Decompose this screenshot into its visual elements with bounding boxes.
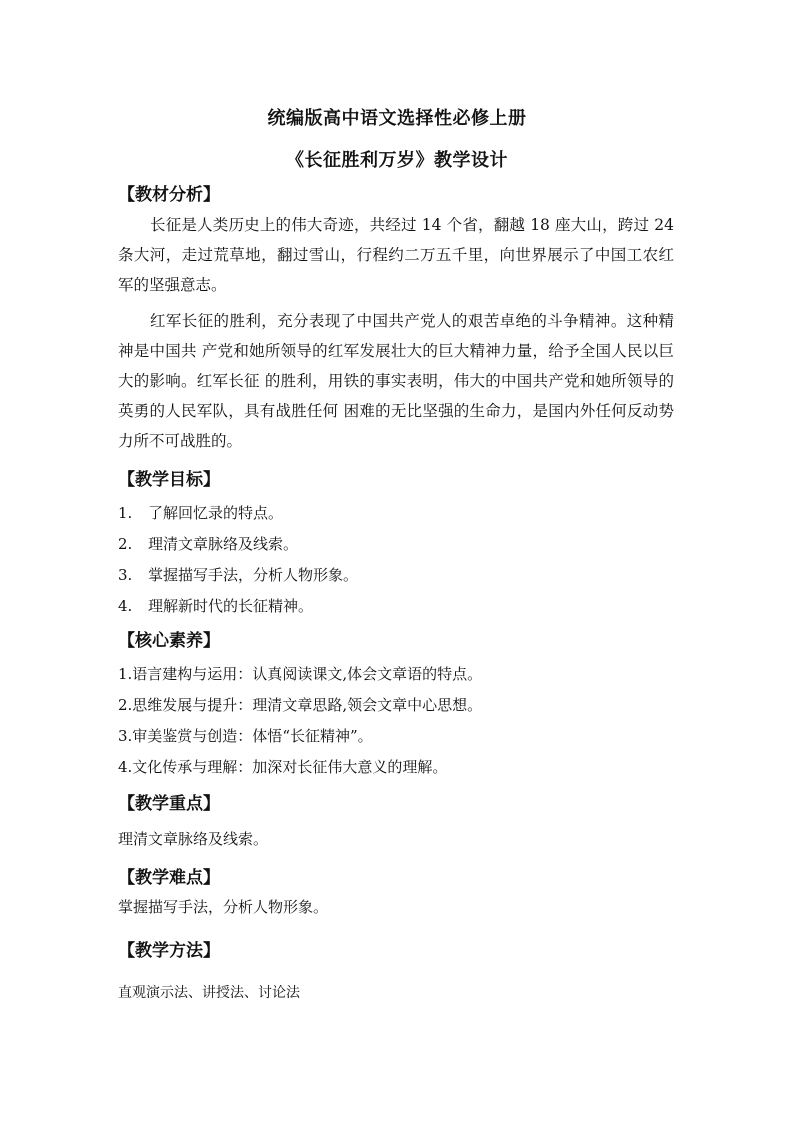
literacy-item: 3.审美鉴赏与创造：体悟“长征精神”。: [118, 727, 373, 745]
section-heading-difficulty: 【教学难点】: [118, 868, 220, 888]
analysis-paragraph-1: 长征是人类历史上的伟大奇迹，共经过 14 个省，翻越 18 座大山，跨过 24 条大河，走过荒草地，翻过雪山，行程约二万五千里，向世界展示了中国工农红军的坚强意志。: [118, 216, 674, 294]
section-heading-keypoint: 【教学重点】: [118, 794, 220, 814]
analysis-paragraph-2: 红军长征的胜利，充分表现了中国共产党人的艰苦卓绝的斗争精神。这种精神是中国共 产党和她所领导的红军发展壮大的巨大精神力量，给予全国人民以巨大的影响。红军长征 的胜利，用铁的事实表明，伟大的中国共产党和她所领导的英勇的人民军队，具有战胜任何 困难的无比坚强的生命力，是国内外任何反动势力所不可战胜的。: [118, 312, 674, 450]
section-heading-analysis: 【教材分析】: [118, 185, 220, 205]
section-heading-method: 【教学方法】: [118, 941, 220, 961]
literacy-item: 4.文化传承与理解：加深对长征伟大意义的理解。: [118, 758, 448, 776]
goal-item: 3. 掌握描写手法，分析人物形象。: [118, 566, 359, 584]
section-heading-goals: 【教学目标】: [118, 470, 220, 490]
literacy-item: 1.语言建构与运用：认真阅读课文,体会文章语的特点。: [118, 665, 483, 683]
section-heading-literacy: 【核心素养】: [118, 631, 220, 651]
goal-item: 1. 了解回忆录的特点。: [118, 504, 284, 522]
method-text: 直观演示法、讲授法、讨论法: [118, 985, 300, 1001]
document-title: 统编版高中语文选择性必修上册: [267, 108, 527, 129]
keypoint-text: 理清文章脉络及线索。: [118, 830, 269, 848]
goal-item: 2. 理清文章脉络及线索。: [118, 535, 299, 553]
document-subtitle: 《长征胜利万岁》教学设计: [286, 150, 508, 171]
goal-item: 4. 理解新时代的长征精神。: [118, 597, 314, 615]
difficulty-text: 掌握描写手法，分析人物形象。: [118, 898, 329, 916]
literacy-item: 2.思维发展与提升：理清文章思路,领会文章中心思想。: [118, 696, 483, 714]
